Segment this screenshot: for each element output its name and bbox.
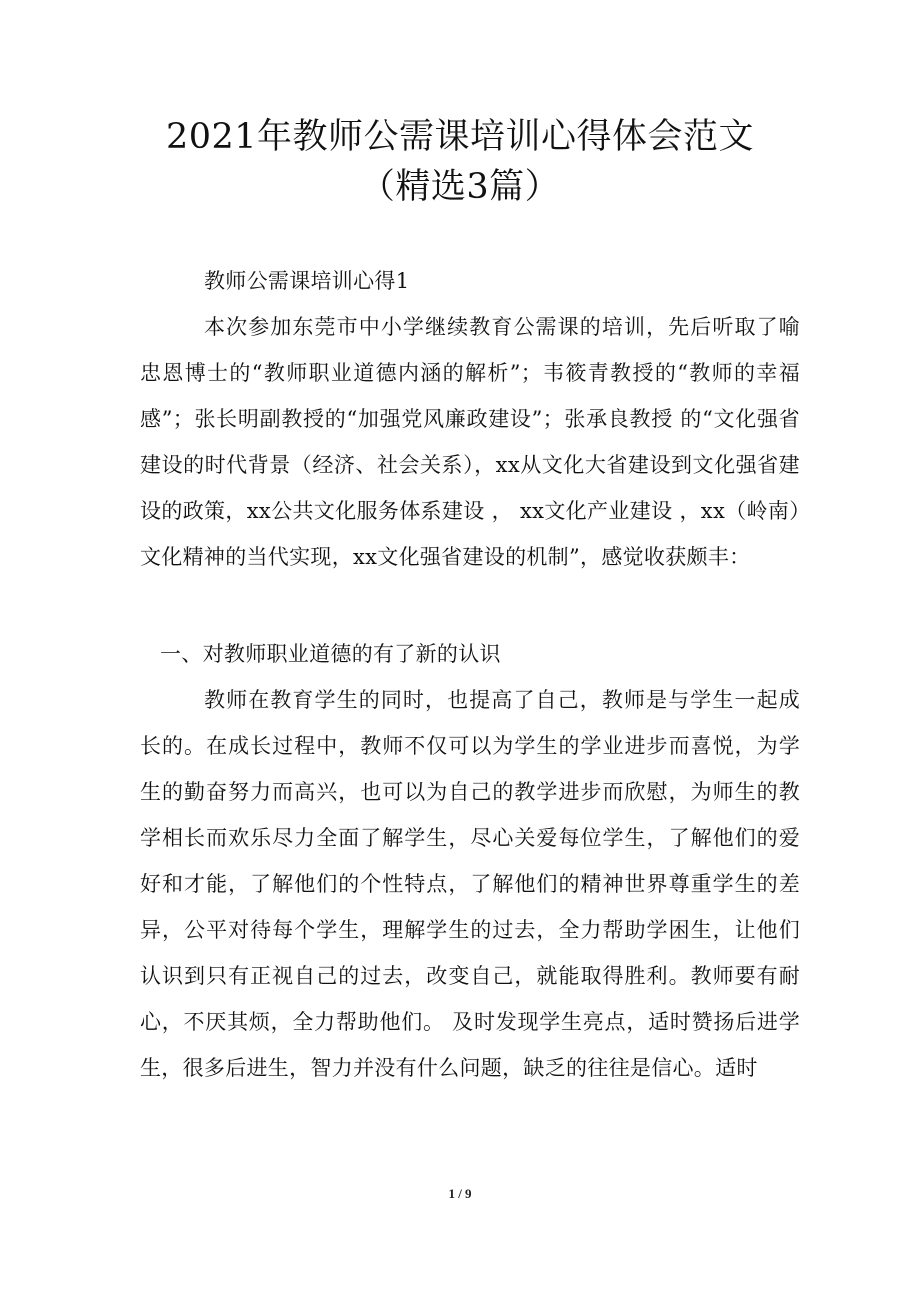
paragraph-1: 本次参加东莞市中小学继续教育公需课的培训，先后听取了喻忠恩博士的“教师职业道德内涵的解析”；韦筱青教授的“教师的幸福感”；张长明副教授的“加强党风廉政建设”；张承良教授 的“文化强省建设的时代背景（经济、社会关系），xx从文化大省建设到文化强省建设的政策，xx公共文化服务体系建设 ， xx文化产业建设 ，xx（岭南）文化精神的当代实现，xx文化强省建设的机制”，感觉收获颇丰： [140,315,800,569]
document-body [140,258,800,1091]
paragraph-2: 教师在教育学生的同时，也提高了自己，教师是与学生一起成长的。在成长过程中，教师不仅可以为学生的学业进步而喜悦，为学生的勤奋努力而高兴，也可以为自己的教学进步而欣慰，为师生的教学相长而欢乐尽力全面了解学生，尽心关爱每位学生，了解他们的爱好和才能，了解他们的个性特点，了解他们的精神世界尊重学生的差异，公平对待每个学生，理解学生的过去，全力帮助学困生，让他们认识到只有正视自己的过去，改变自己，就能取得胜利。教师要有耐心，不厌其烦，全力帮助他们。 及时发现学生亮点，适时赞扬后进学生，很多后进生，智力并没有什么问题，缺乏的往往是信心。适时 [140,688,800,1080]
article-subheading: 教师公需课培训心得1 [204,269,410,293]
document-title: 2021年教师公需课培训心得体会范文（精选3篇） [165,117,755,207]
section-heading: 一、对教师职业道德的有了新的认识 [160,642,501,666]
page-number: 1 / 9 [448,1186,472,1201]
